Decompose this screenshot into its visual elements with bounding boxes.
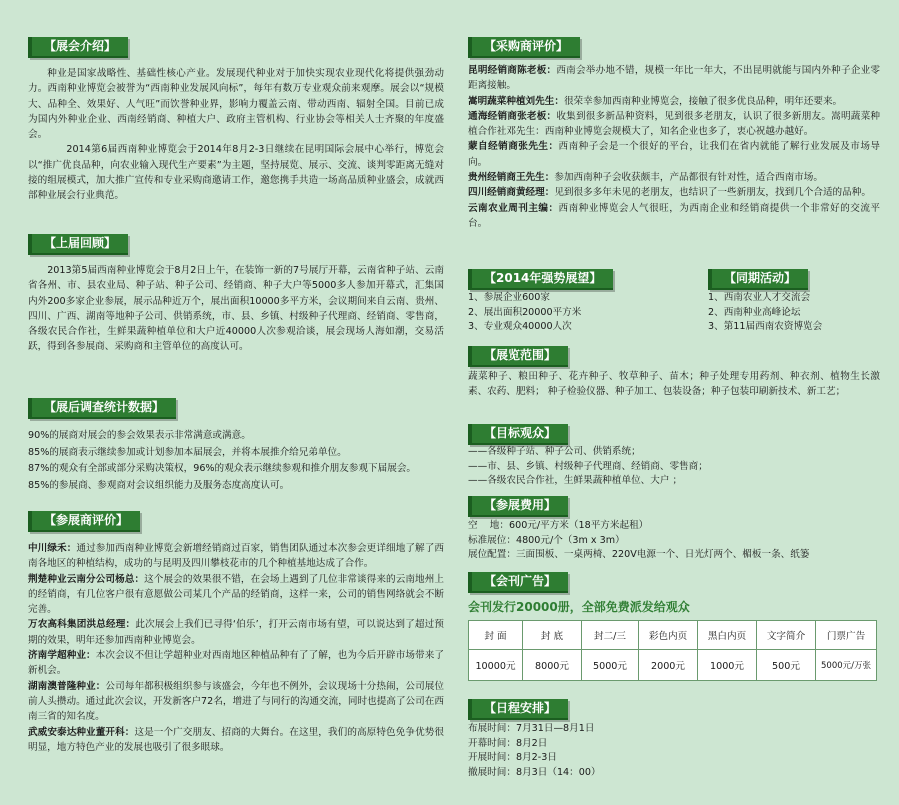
- outlook-item: 3、专业观众40000人次: [468, 321, 572, 332]
- exhibitor-review-item: 荆楚种业云南分公司杨总：这个展会的效果很不错，在会场上遇到了几位非常谈得来的云南地州上的经销商，有几位客户很有意愿做公司某几个产品的经销商，这样一来，公司的销售网络就会不断完善。: [28, 573, 445, 616]
- event-item: 1、西南农业人才交流会: [708, 292, 811, 303]
- audience-item: ——市、县、乡镇、村级种子代理商、经销商、零售商；: [468, 460, 708, 472]
- intro-paragraph-2: 2014第6届西南种业博览会于2014年8月2-3日继续在昆明国际会展中心举行，博览会以“推广优良品种，向农业输入现代生产要素”为主题，坚持展览、展示、交流、谈判零距离无缝对接的组展模式，加大推广宣传和专业采购商邀请工作，邀您携手共造一场高品质种业盛会，成就西部种业展会行业典范。: [28, 144, 444, 202]
- schedule-title: 【日程安排】: [468, 697, 568, 720]
- schedule-list: [468, 722, 880, 780]
- exhibitor-review-item: 中川绿禾：通过参加西南种业博览会新增经销商过百家，销售团队通过本次参会更详细地了解了西南各地区的种植结构，成功的与昆明及四川攀枝花市的几个种植基地达成了合作。: [28, 543, 445, 570]
- ads-circulation: 会刊发行20000册，全部免费派发给观众: [468, 600, 690, 614]
- ad-header-cell: 黑白内页: [698, 621, 757, 650]
- event-item: 2、西南种业高峰论坛: [708, 306, 801, 318]
- buyer-reviews-list: [468, 63, 880, 231]
- audience-title: 【目标观众】: [468, 422, 568, 445]
- audience-list: [468, 445, 880, 489]
- exhibitor-review-item: 济南学超种业：本次会议不但让学超种业对西南地区种植品种有了了解，也为今后开辟市场带来了新机会。: [28, 650, 444, 677]
- fees-list: [468, 519, 880, 563]
- intro-title: 【展会介绍】: [28, 35, 128, 58]
- ad-price-cell: 1000元: [698, 650, 757, 681]
- buyer-review-item: 昆明经销商陈老板：西南会举办地不错，规模一年比一年大，不出昆明就能与国内外种子企业零距离接触。: [468, 65, 881, 92]
- exhibitor-reviews-list: [28, 541, 444, 755]
- audience-item: ——各级种子站、种子公司、供销系统；: [468, 446, 641, 457]
- schedule-item: 布展时间： 7月31日—8月1日: [468, 723, 595, 734]
- schedule-item: 开展时间： 8月2-3日: [468, 752, 557, 763]
- exhibitor-reviews-title: 【参展商评价】: [28, 509, 140, 532]
- survey-line: 87%的观众有全部或部分采购决策权，96%的观众表示继续参观和推介朋友参观下届展会。: [28, 463, 417, 474]
- buyer-review-item: 嵩明蔬菜种植刘先生：很荣幸参加西南种业博览会，接触了很多优良品种，明年还要来。: [468, 95, 843, 107]
- scope-title: 【展览范围】: [468, 344, 568, 367]
- schedule-item: 开幕时间： 8月2日: [468, 737, 548, 749]
- ad-price-cell: 2000元: [639, 650, 698, 681]
- ad-price-cell: 5000元/万张: [816, 650, 877, 681]
- intro-paragraph-1: 种业是国家战略性、基础性核心产业。发展现代种业对于加快实现农业现代化将提供强劲动力。西南种业博览会被誉为“西南种业发展风向标”，每年有数万专业观众前来观摩。展会以“规模大、品种全、效果好、人气旺”而饮誉种业界，影响力覆盖云南、带动西南、辐射全国。目前已成为国内外种业企业、西南经销商、种植大户、政府主管机构、行业协会等相关人士齐聚的年度盛会。: [28, 68, 444, 141]
- survey-list: [28, 428, 444, 494]
- fee-item: 展位配置： 三面围板、一桌两椅、220V电源一个、日光灯两个、楣板一条、纸篓: [468, 549, 810, 560]
- events-title: 【同期活动】: [708, 267, 808, 290]
- buyer-review-item: 蒙自经销商张先生：西南种子会是一个很好的平台，让我们在省内就能了解行业发展及市场导向。: [468, 141, 881, 168]
- buyer-review-item: 四川经销商黄经理：见到很多多年未见的老朋友，也结识了一些新朋友，找到几个合适的品种。: [468, 187, 871, 199]
- scope-section: [468, 369, 880, 400]
- scope-text: 蔬菜种子、粮田种子、花卉种子、牧草种子、苗木；种子处理专用药剂、种衣剂、植物生长激素、农药、肥料； 种子检验仪器、种子加工、包装设备；种子包装印刷新技术、新工艺；: [468, 371, 880, 398]
- buyer-review-item: 贵州经销商王先生：参加西南种子会收获颇丰，产品都很有针对性，适合西南市场。: [468, 172, 823, 184]
- review-section: [28, 263, 444, 355]
- ad-header-cell: 门票广告: [816, 621, 877, 650]
- fees-title: 【参展费用】: [468, 494, 568, 517]
- outlook-item: 2、展出面积20000平方米: [468, 306, 582, 318]
- ad-header-cell: 封 底: [523, 621, 582, 650]
- ads-title: 【会刊广告】: [468, 570, 568, 593]
- outlook-item: 1、参展企业600家: [468, 292, 550, 303]
- review-paragraph: 2013第5届西南种业博览会于8月2日上午，在装饰一新的7号展厅开幕，云南省种子站、云南省各州、市、县农业局、种子站、种子公司、经销商、种子大户等5000多人参加开幕式，汇集国内外200多家企业参展，展示品种近万个，展出面积10000多平方米，会议期间来自云南、贵州、四川、广西、湖南等地种子公司、供销系统，市、县、乡镇、村级种子代理商、经销商、零售商，各级农民合作社，生鲜果蔬种植单位和大户近40000人次参观洽谈，展会现场人海如潮，交易活跃，得到各参展商、采购商和主管单位的高度认可。: [28, 265, 444, 353]
- events-list: [708, 291, 880, 335]
- survey-line: 85%的展商表示继续参加或计划参加本届展会，并将本展推介给兄弟单位。: [28, 446, 347, 458]
- survey-line: 90%的展商对展会的参会效果表示非常满意或满意。: [28, 430, 251, 441]
- exhibitor-review-item: 武威安泰达种业董开科：这是一个广交朋友、招商的大舞台。在这里，我们的高原特色免争优势很明显，地方特色产业的发展也吸引了很多眼球。: [28, 726, 445, 753]
- outlook-title: 【2014年强势展望】: [468, 267, 613, 290]
- ad-header-cell: 文字简介: [757, 621, 816, 650]
- exhibitor-review-item: 万农高科集团洪总经理：此次展会上我们已寻得‘伯乐’，打开云南市场有望，可以说达到了超过预期的效果，明年还参加西南种业博览会。: [28, 619, 444, 646]
- ad-price-cell: 5000元: [582, 650, 639, 681]
- intro-section: [28, 66, 444, 204]
- ad-price-cell: 8000元: [523, 650, 582, 681]
- ad-price-cell: 10000元: [469, 650, 523, 681]
- ad-header-cell: 封 面: [469, 621, 523, 650]
- survey-title: 【展后调查统计数据】: [28, 396, 176, 419]
- ad-price-cell: 500元: [757, 650, 816, 681]
- review-title: 【上届回顾】: [28, 232, 128, 255]
- exhibitor-review-item: 湖南澳普隆种业：公司每年都积极组织参与该盛会，今年也不例外，会议现场十分热闹，公司展位前人头攒动。通过此次会议，开发新客户72名，增进了与同行的沟通交流，同时也提高了公司在西南三省的知名度。: [28, 680, 445, 723]
- survey-line: 85%的参展商、参观商对会议组织能力及服务态度高度认可。: [28, 479, 290, 491]
- event-item: 3、第11届西南农资博览会: [708, 321, 823, 332]
- ad-header-cell: 彩色内页: [639, 621, 698, 650]
- buyer-review-item: 云南农业周刊主编：西南种业博览会人气很旺，为西南企业和经销商提供一个非常好的交流平台。: [468, 202, 881, 229]
- ad-header-cell: 封二/三: [582, 621, 639, 650]
- outlook-list: [468, 291, 678, 335]
- schedule-item: 撤展时间： 8月3日（14：00）: [468, 766, 601, 778]
- ads-price-table: [468, 620, 877, 681]
- fee-item: 标准展位： 4800元/个（3m x 3m）: [468, 534, 625, 546]
- buyer-reviews-title: 【采购商评价】: [468, 35, 580, 58]
- audience-item: ——各级农民合作社，生鲜果蔬种植单位、大户 ；: [468, 475, 683, 486]
- fee-item: 空 地： 600元/平方米（18平方米起租）: [468, 520, 649, 531]
- buyer-review-item: 通海经销商张老板：收集到很多新品种资料，见到很多老朋友，认识了很多新朋友。嵩明蔬菜种植合作社邓先生：西南种业博览会规模大了，知名企业也多了，衷心祝越办越好。: [468, 110, 881, 138]
